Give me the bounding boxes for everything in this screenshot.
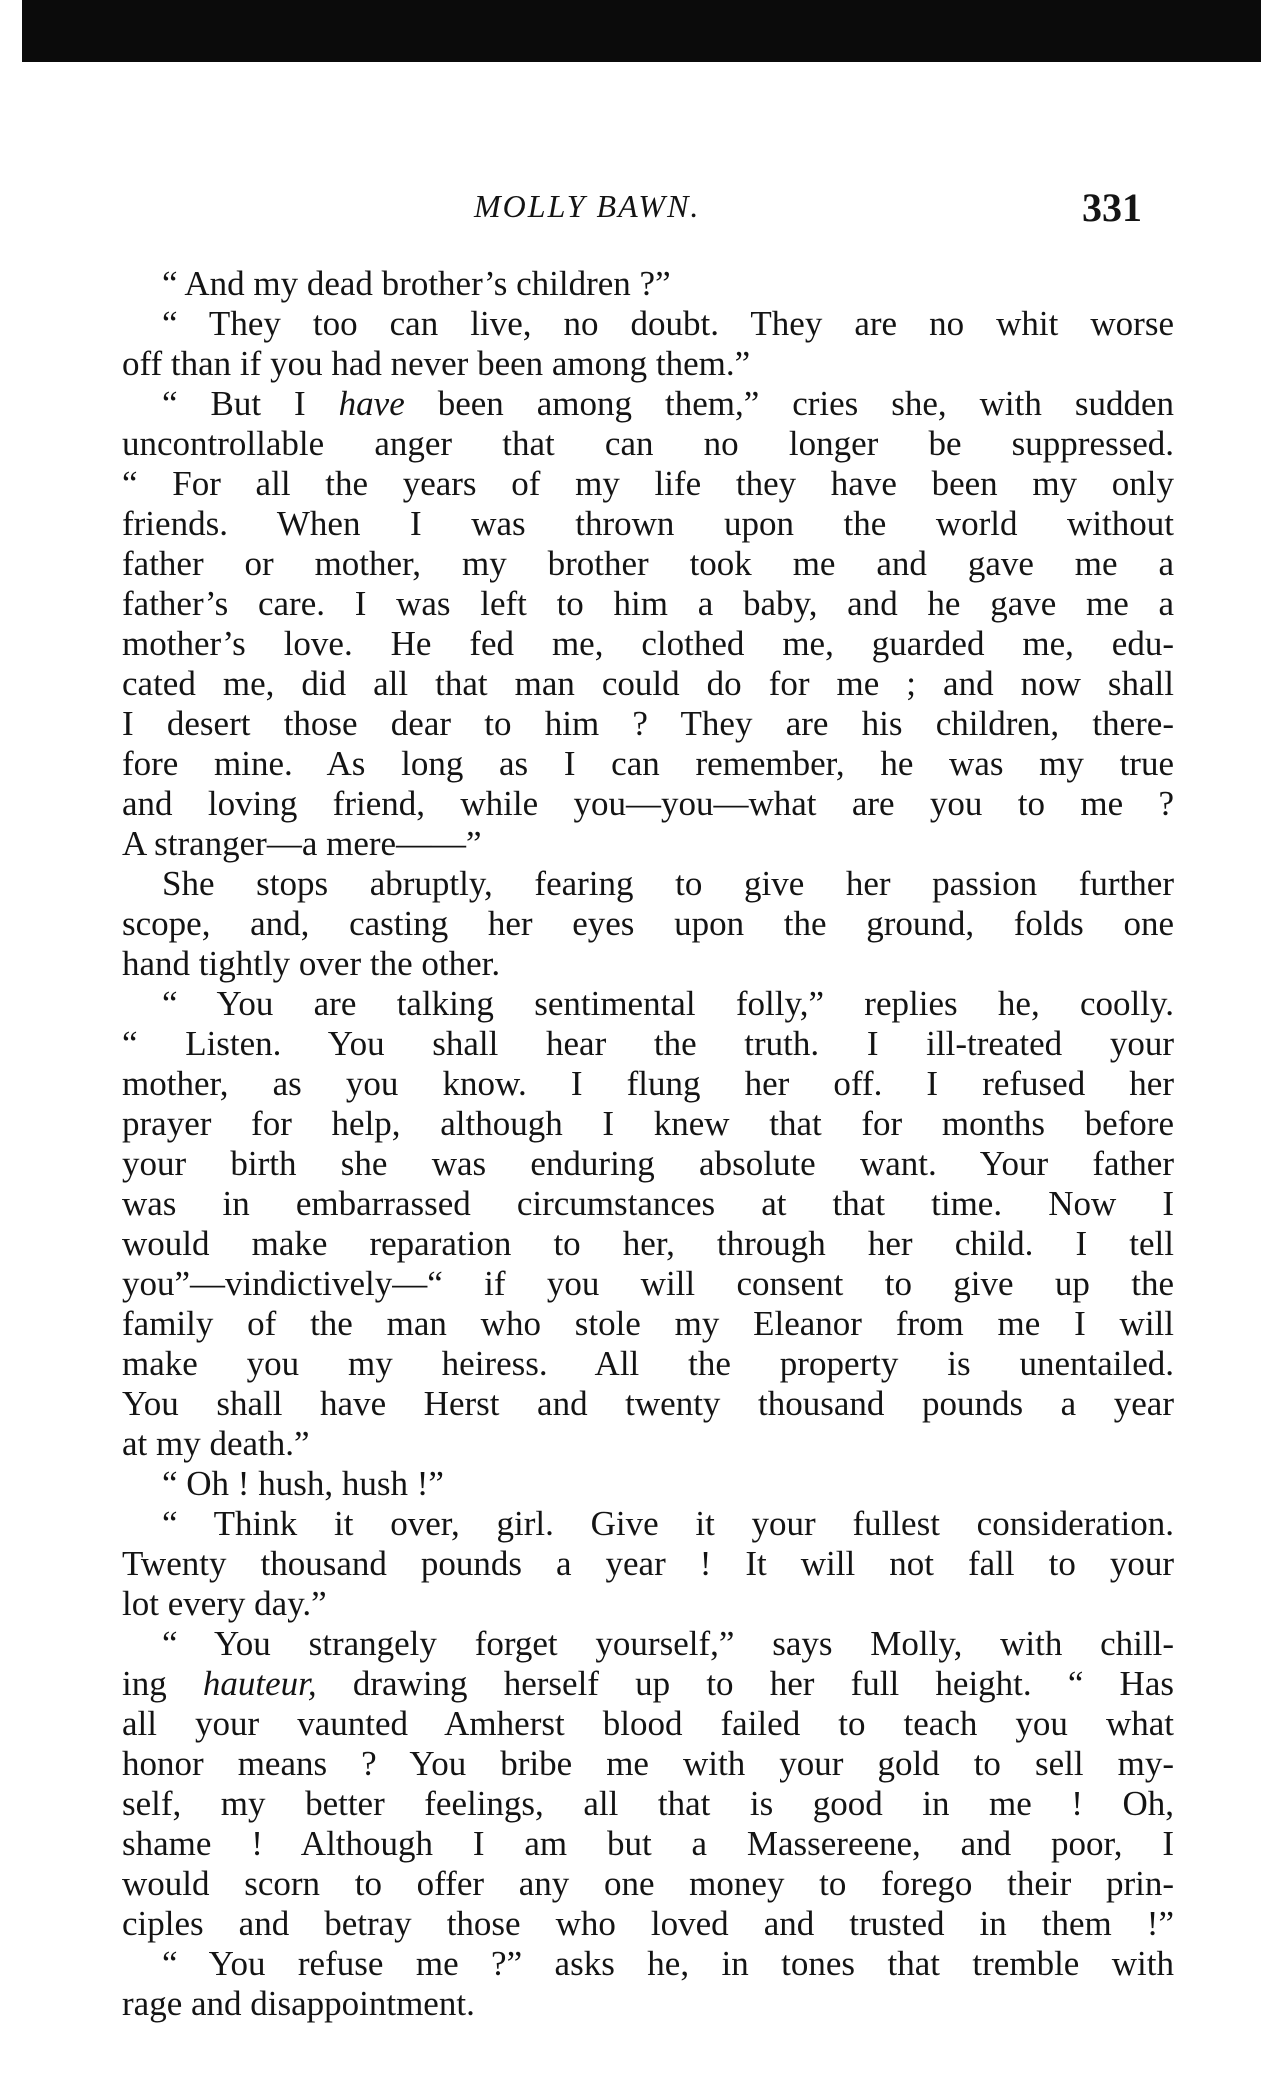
text-line: rage and disappointment. xyxy=(122,1984,475,2023)
text-line: father or mother, my brother took me and gave me a xyxy=(122,544,1174,583)
text-line: “ You strangely forget yourself,” says Molly, with chill- xyxy=(162,1624,1174,1663)
text-line: A stranger—a mere——” xyxy=(122,824,482,863)
text-line: cated me, did all that man could do for me ; and now shall xyxy=(122,664,1174,703)
body-text xyxy=(122,264,1174,2024)
text-line: uncontrollable anger that can no longer be suppressed. xyxy=(122,424,1174,463)
text-line: ciples and betray those who loved and trusted in them !” xyxy=(122,1904,1174,1943)
text-line: father’s care. I was left to him a baby, and he gave me a xyxy=(122,584,1174,623)
text-line: ing hauteur, drawing herself up to her full height. “ Has xyxy=(122,1664,1174,1703)
text-line: hand tightly over the other. xyxy=(122,944,501,983)
text-line: prayer for help, although I knew that for months before xyxy=(122,1104,1174,1143)
text-line: make you my heiress. All the property is unentailed. xyxy=(122,1344,1174,1383)
text-line: mother, as you know. I flung her off. I refused her xyxy=(122,1064,1174,1103)
text-line: honor means ? You bribe me with your gold to sell my- xyxy=(122,1744,1174,1783)
text-line: “ But I have been among them,” cries she, with sudden xyxy=(162,384,1174,423)
text-line: all your vaunted Amherst blood failed to teach you what xyxy=(122,1704,1174,1743)
text-line: “ They too can live, no doubt. They are no whit worse xyxy=(162,304,1174,343)
text-line: mother’s love. He fed me, clothed me, guarded me, edu- xyxy=(122,624,1174,663)
text-line: and loving friend, while you—you—what are you to me ? xyxy=(122,784,1174,823)
text-line: would scorn to offer any one money to forego their prin- xyxy=(122,1864,1174,1903)
text-line: “ For all the years of my life they have been my only xyxy=(122,464,1174,503)
text-line: your birth she was enduring absolute want. Your father xyxy=(122,1144,1174,1183)
text-line: “ And my dead brother’s children ?” xyxy=(162,264,671,303)
text-line: was in embarrassed circumstances at that time. Now I xyxy=(122,1184,1174,1223)
text-line: you”—vindictively—“ if you will consent to give up the xyxy=(122,1264,1174,1303)
top-scan-edge xyxy=(22,0,1261,62)
page-number: 331 xyxy=(1082,185,1142,230)
page-header xyxy=(0,185,1261,238)
text-line: fore mine. As long as I can remember, he was my true xyxy=(122,744,1174,783)
text-line: family of the man who stole my Eleanor from me I will xyxy=(122,1304,1174,1343)
text-line: would make reparation to her, through her child. I tell xyxy=(122,1224,1174,1263)
text-line: “ Listen. You shall hear the truth. I ill-treated your xyxy=(122,1024,1174,1063)
text-line: self, my better feelings, all that is good in me ! Oh, xyxy=(122,1784,1174,1823)
text-line: friends. When I was thrown upon the world without xyxy=(122,504,1174,543)
text-line: Twenty thousand pounds a year ! It will not fall to your xyxy=(122,1544,1174,1583)
text-line: I desert those dear to him ? They are his children, there- xyxy=(122,704,1174,743)
text-line: off than if you had never been among them.” xyxy=(122,344,751,383)
text-line: “ You are talking sentimental folly,” replies he, coolly. xyxy=(162,984,1174,1023)
text-line: She stops abruptly, fearing to give her passion further xyxy=(162,864,1174,903)
text-line: lot every day.” xyxy=(122,1584,327,1623)
running-head: MOLLY BAWN. xyxy=(474,188,701,224)
text-line: “ Think it over, girl. Give it your fullest consideration. xyxy=(162,1504,1174,1543)
text-line: shame ! Although I am but a Massereene, and poor, I xyxy=(122,1824,1174,1863)
text-line: You shall have Herst and twenty thousand pounds a year xyxy=(122,1384,1174,1423)
text-line: “ You refuse me ?” asks he, in tones that tremble with xyxy=(162,1944,1174,1983)
text-line: scope, and, casting her eyes upon the ground, folds one xyxy=(122,904,1174,943)
text-line: at my death.” xyxy=(122,1424,310,1463)
text-line: “ Oh ! hush, hush !” xyxy=(162,1464,444,1503)
